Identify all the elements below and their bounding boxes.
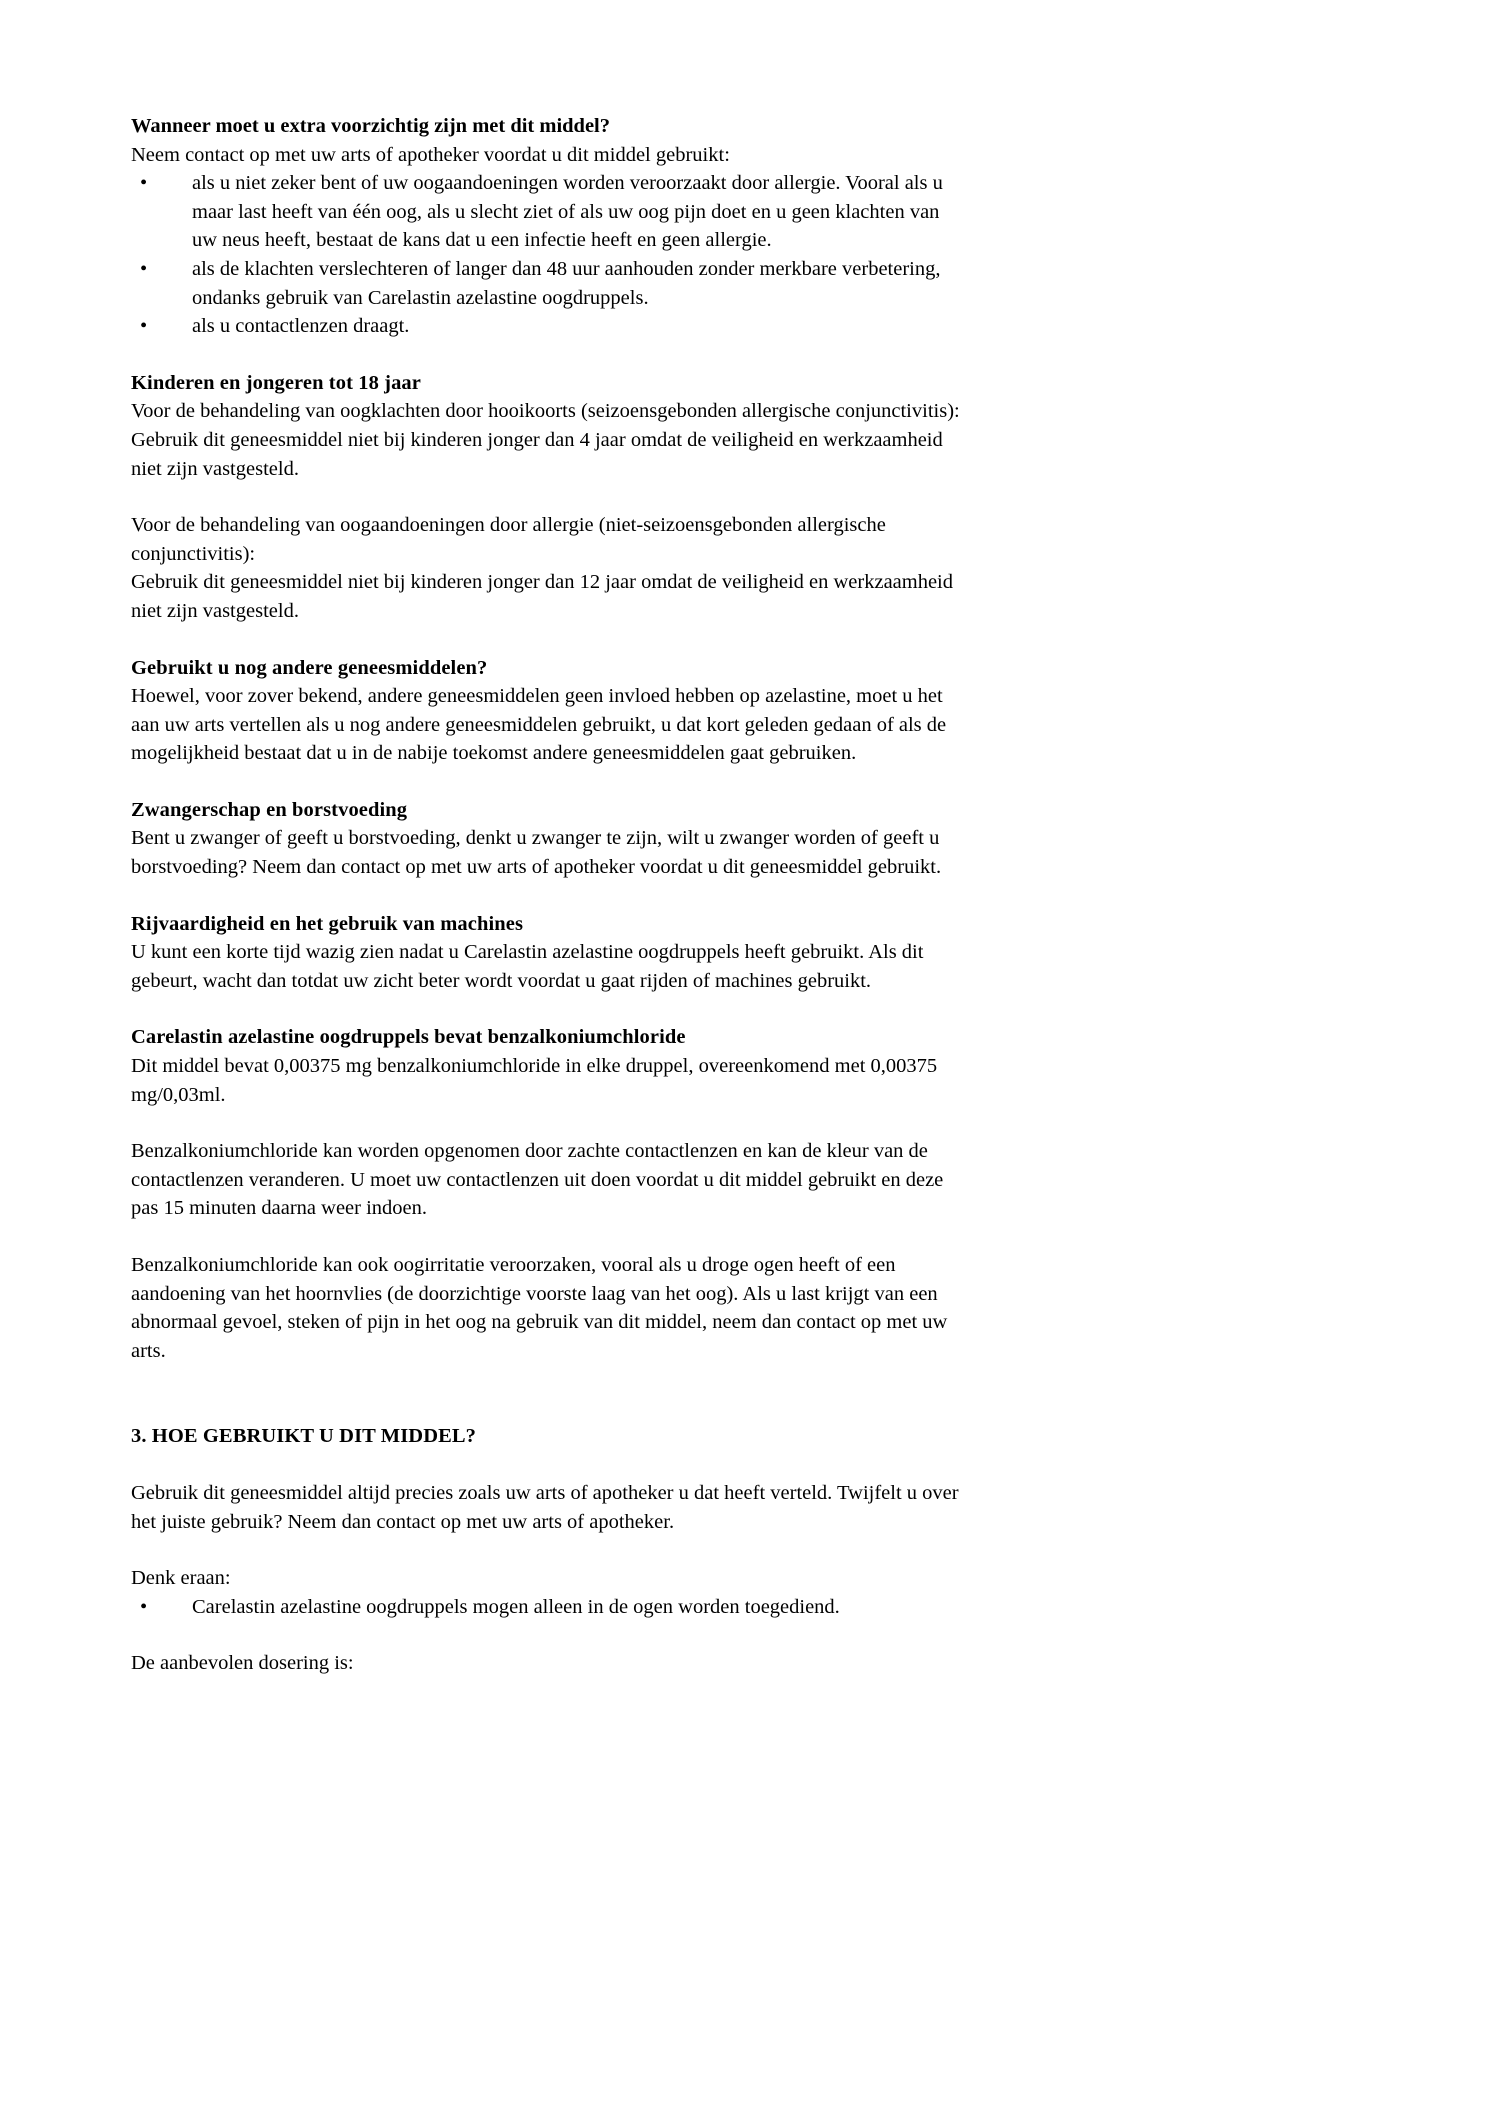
spacer: [131, 1365, 961, 1422]
bullet-icon: •: [140, 315, 148, 338]
bullet-icon: •: [140, 172, 148, 195]
section-heading-other-medicines: Gebruikt u nog andere geneesmiddelen?: [131, 656, 488, 679]
caution-bullet-list: [131, 169, 961, 341]
how-to-use-paragraph-1: Gebruik dit geneesmiddel altijd precies zoals uw arts of apotheker u dat heeft verteld. Twijfelt u over het juiste gebruik? Neem dan contact op met uw arts of apotheker.: [131, 1481, 959, 1533]
children-paragraph-1: Voor de behandeling van oogklachten door hooikoorts (seizoensgebonden allergische conjunctivitis):: [131, 400, 960, 423]
benzalkonium-paragraph-2: Benzalkoniumchloride kan worden opgenomen door zachte contactlenzen en kan de kleur van de contactlenzen veranderen. U moet uw contactlenzen uit doen voordat u dit middel gebruikt en deze pas 15 minuten daarna weer indoen.: [131, 1140, 944, 1220]
other-medicines-paragraph: Hoewel, voor zover bekend, andere geneesmiddelen geen invloed hebben op azelastine, moet u het aan uw arts vertellen als u nog andere geneesmiddelen gebruikt, u dat kort geleden gedaan of als de mogelijkheid bestaat dat u in de nabije toekomst andere geneesmiddelen gaat gebruiken.: [131, 685, 947, 765]
section-heading-pregnancy: Zwangerschap en borstvoeding: [131, 798, 408, 821]
driving-paragraph: U kunt een korte tijd wazig zien nadat u Carelastin azelastine oogdruppels heeft gebruikt. Als dit gebeurt, wacht dan totdat uw zicht beter wordt voordat u gaat rijden of machines gebruikt.: [131, 941, 924, 992]
list-item-label: Carelastin azelastine oogdruppels mogen alleen in de ogen worden toegediend.: [192, 1595, 840, 1618]
spacer: [131, 1451, 961, 1479]
document-content: [131, 112, 961, 1678]
list-item: [131, 1593, 961, 1622]
spacer: [131, 1621, 961, 1649]
benzalkonium-paragraph-3: Benzalkoniumchloride kan ook oogirritatie veroorzaken, vooral als u droge ogen heeft of een aandoening van het hoornvlies (de doorzichtige voorste laag van het oog). Als u last krijgt van een abnormaal gevoel, steken of pijn in het oog na gebruik van dit middel, neem dan contact op met uw arts.: [131, 1254, 948, 1362]
spacer: [131, 1536, 961, 1564]
pregnancy-paragraph: Bent u zwanger of geeft u borstvoeding, denkt u zwanger te zijn, wilt u zwanger worden of geeft u borstvoeding? Neem dan contact op met uw arts of apotheker voordat u dit geneesmiddel gebruikt.: [131, 827, 942, 879]
spacer: [131, 1223, 961, 1251]
dosage-intro-paragraph: De aanbevolen dosering is:: [131, 1652, 354, 1675]
spacer: [131, 483, 961, 511]
list-item: [131, 255, 961, 312]
bullet-icon: •: [140, 257, 148, 280]
section-heading-driving: Rijvaardigheid en het gebruik van machines: [131, 912, 524, 935]
list-item: [131, 169, 961, 255]
spacer: [131, 626, 961, 654]
caution-intro-paragraph: Neem contact op met uw arts of apotheker voordat u dit middel gebruikt:: [131, 143, 730, 166]
spacer: [131, 995, 961, 1023]
section-heading-children: Kinderen en jongeren tot 18 jaar: [131, 371, 421, 394]
list-item: [131, 312, 961, 341]
list-item-label: als u contactlenzen draagt.: [192, 315, 410, 338]
bullet-icon: •: [140, 1595, 148, 1618]
spacer: [131, 882, 961, 910]
spacer: [131, 1109, 961, 1137]
children-paragraph-3: Voor de behandeling van oogaandoeningen door allergie (niet-seizoensgebonden allergische conjunctivitis):: [131, 514, 886, 565]
children-paragraph-4: Gebruik dit geneesmiddel niet bij kinderen jonger dan 12 jaar omdat de veiligheid en werkzaamheid niet zijn vastgesteld.: [131, 571, 954, 622]
section-heading-benzalkonium: Carelastin azelastine oogdruppels bevat benzalkoniumchloride: [131, 1026, 686, 1049]
remember-label: Denk eraan:: [131, 1567, 231, 1590]
section-heading-how-to-use: 3. HOE GEBRUIKT U DIT MIDDEL?: [131, 1425, 477, 1448]
section-heading-caution: Wanneer moet u extra voorzichtig zijn met dit middel?: [131, 115, 611, 137]
list-item-label: als de klachten verslechteren of langer dan 48 uur aanhouden zonder merkbare verbetering, ondanks gebruik van Carelastin azelastine oogdruppels.: [192, 257, 941, 309]
benzalkonium-paragraph-1: Dit middel bevat 0,00375 mg benzalkoniumchloride in elke druppel, overeenkomend met 0,00375 mg/0,03ml.: [131, 1055, 938, 1106]
spacer: [131, 341, 961, 369]
remember-bullet-list: [131, 1593, 961, 1622]
children-paragraph-2: Gebruik dit geneesmiddel niet bij kinderen jonger dan 4 jaar omdat de veiligheid en werkzaamheid niet zijn vastgesteld.: [131, 428, 943, 480]
spacer: [131, 768, 961, 796]
list-item-label: als u niet zeker bent of uw oogaandoeningen worden veroorzaakt door allergie. Vooral als u maar last heeft van één oog, als u slecht ziet of als uw oog pijn doet en u geen klachten van uw neus heeft, bestaat de kans dat u een infectie heeft en geen allergie.: [192, 172, 943, 252]
